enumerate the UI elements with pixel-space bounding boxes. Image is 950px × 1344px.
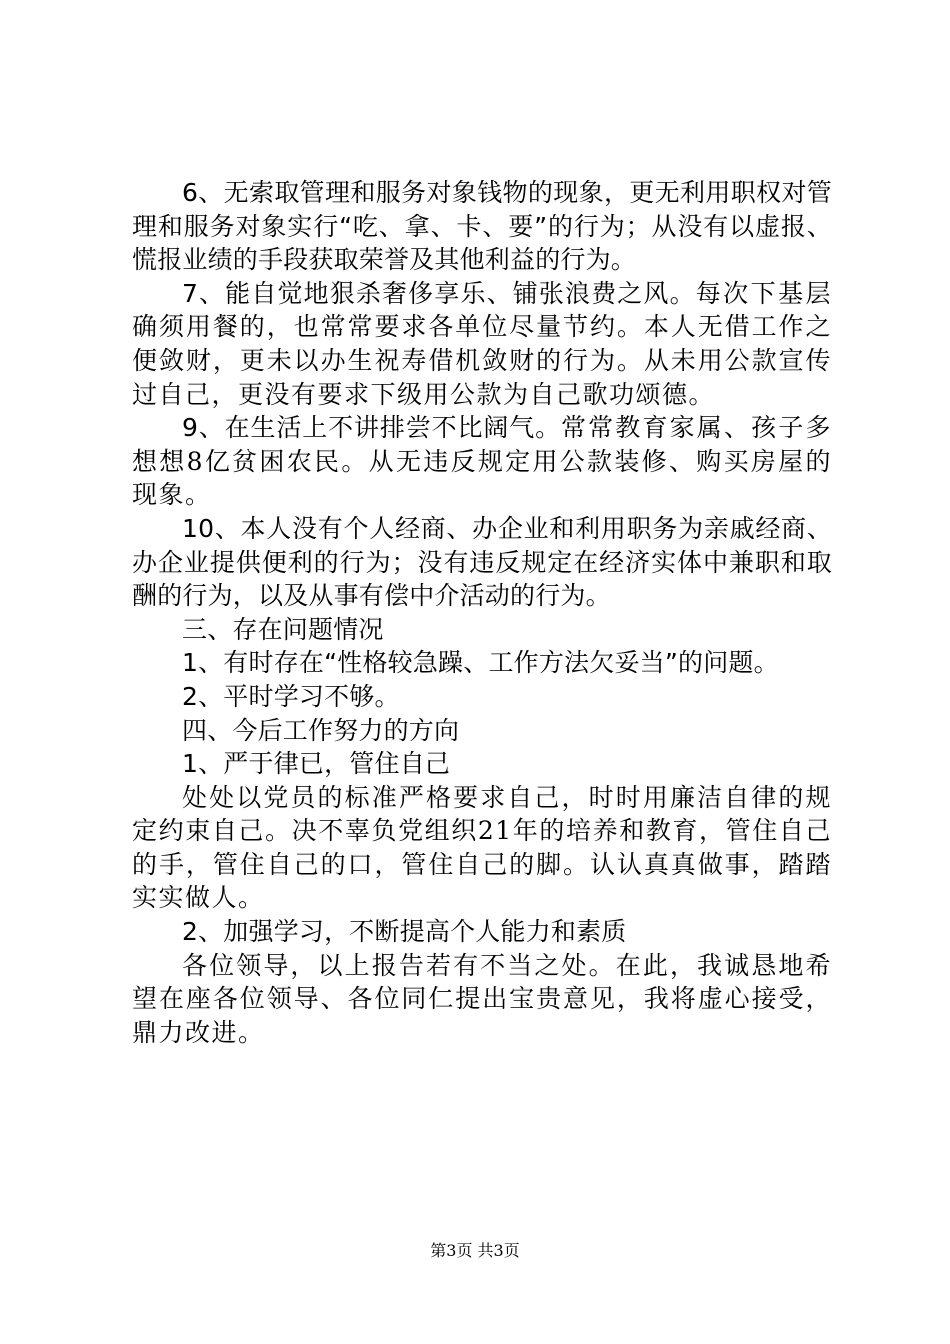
paragraph-item-7 bbox=[132, 277, 832, 411]
section-4-item-1-heading: 1、严于律已，管住自己 bbox=[182, 749, 451, 779]
paragraph-item-9 bbox=[132, 411, 832, 512]
document-body bbox=[132, 176, 832, 1049]
paragraph-item-10: 10、本人没有个人经商、办企业和利用职务为亲戚经商、办企业提供便利的行为；没有违反规定在经济实体中兼职和取酬的行为，以及从事有偿中介活动的行为。 bbox=[132, 513, 832, 611]
section-4-heading: 四、今后工作努力的方向 bbox=[182, 715, 460, 745]
section-4-item-1-body: 处处以党员的标准严格要求自己，时时用廉洁自律的规定约束自己。决不辜负党组织21年的培养和教育，管住自己的手，管住自己的口，管住自己的脚。认认真真做事，踏踏实实做人。 bbox=[132, 782, 832, 913]
section-3-heading: 三、存在问题情况 bbox=[182, 614, 384, 644]
section-3-item-2: 2、平时学习不够。 bbox=[182, 681, 400, 711]
section-4-item-2-heading: 2、加强学习，不断提高个人能力和素质 bbox=[182, 917, 627, 947]
closing-paragraph: 各位领导，以上报告若有不当之处。在此，我诚恳地希望在座各位领导、各位同仁提出宝贵意见，我将虚心接受，鼎力改进。 bbox=[132, 950, 832, 1047]
item-7-detail: 每次下基层确须用餐的，也常常要求各单位尽量节约。本人无借工作之便敛财，更未以办生祝寿借机敛财的行为。从未用公款宣传过自己，更没有要求下级用公款为自己歌功颂德。 bbox=[132, 278, 832, 409]
item-7-lead: 7、能自觉地狠杀奢侈享乐、铺张浪费之风。 bbox=[182, 278, 696, 308]
section-3-item-1: 1、有时存在“性格较急躁、工作方法欠妥当”的问题。 bbox=[182, 648, 779, 678]
paragraph-item-6: 6、无索取管理和服务对象钱物的现象，更无利用职权对管理和服务对象实行“吃、拿、卡、要”的行为；从没有以虚报、慌报业绩的手段获取荣誉及其他利益的行为。 bbox=[132, 178, 832, 275]
item-9-detail: 常常教育家属、孩子多想想8亿贫困农民。从无违反规定用公款装修、购买房屋的现象。 bbox=[132, 413, 832, 510]
item-9-lead: 9、在生活上不讲排尝不比阔气。 bbox=[182, 413, 561, 443]
page-footer: 第3页 共3页 bbox=[430, 1241, 520, 1260]
